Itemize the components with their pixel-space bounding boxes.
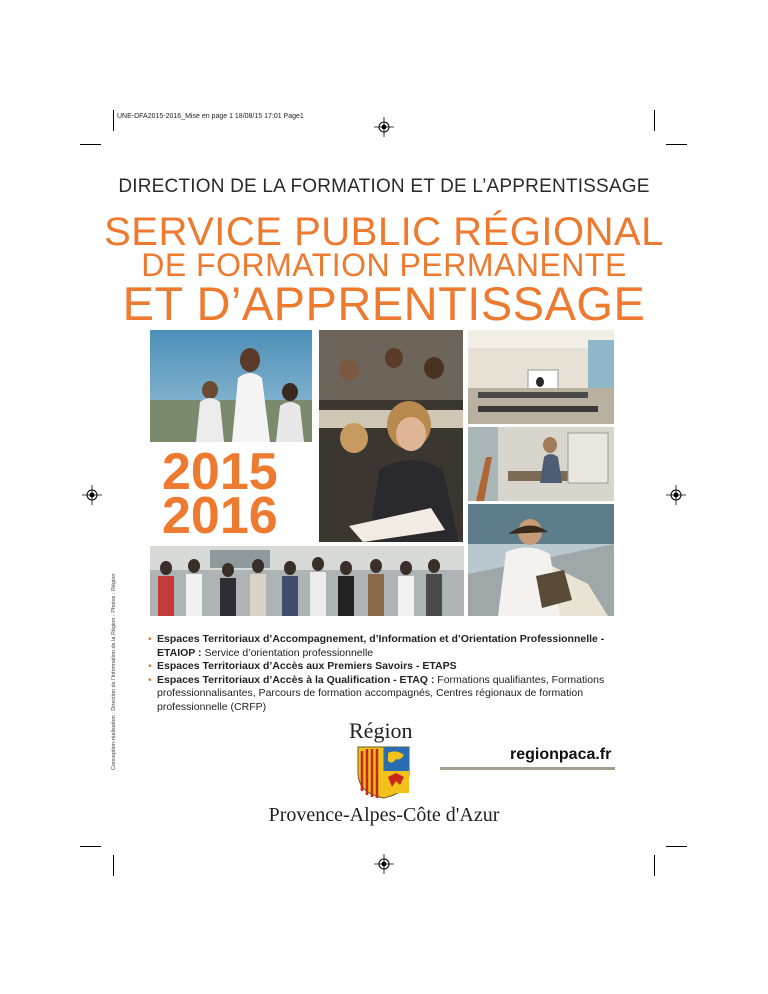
title-line-3: ET D’APPRENTISSAGE	[122, 277, 646, 330]
website-link[interactable]: regionpaca.fr	[510, 746, 612, 763]
divider-rule	[440, 767, 615, 770]
list-item-title: Espaces Territoriaux d’Accès aux Premiers Savoirs - ETAPS	[157, 660, 457, 672]
year-end: 2016	[162, 487, 278, 545]
list-item-text: Service d’orientation professionnelle	[201, 646, 374, 659]
crop-mark-top-left-h	[80, 144, 101, 145]
bullet-dot: •	[148, 660, 152, 672]
title-line-2: DE FORMATION PERMANENTE	[141, 247, 627, 283]
year-start: 2015	[162, 443, 278, 501]
photo-students-outdoor	[150, 330, 312, 442]
region-coat-of-arms-icon	[356, 745, 411, 800]
list-item-text: Formations qualifiantes, Formations professionnalisantes, Parcours de formation accompagnés, Centres régionaux de formation professionnelle (CRFP)	[157, 673, 605, 713]
list-item	[148, 633, 618, 660]
province-name: Provence-Alpes-Côte d'Azur	[268, 804, 500, 826]
credits-vertical: Conception-réalisation : Direction de l'Information de la Région - Photos : Région	[111, 573, 117, 770]
services-list	[148, 633, 618, 714]
title-line-1: SERVICE PUBLIC RÉGIONAL	[104, 210, 664, 254]
print-slug: UNE-DFA2015-2016_Mise en page 1 18/08/15 17:01 Page1	[117, 113, 304, 120]
crop-mark-top-right-h	[666, 144, 687, 145]
photo-classroom-exam	[319, 330, 463, 542]
registration-mark-right	[666, 485, 686, 505]
photo-training-room	[468, 330, 614, 424]
registration-mark-bottom	[374, 854, 394, 874]
photo-group-students	[150, 546, 464, 616]
crop-mark-bottom-right-v	[654, 855, 655, 876]
list-item-title: Espaces Territoriaux d’Accès à la Qualification - ETAQ :	[157, 673, 435, 686]
list-item	[148, 674, 618, 715]
registration-mark-left	[82, 485, 102, 505]
photo-roofer-apprentice	[468, 504, 614, 616]
list-item-title: Espaces Territoriaux d’Accompagnement, d’Information et d’Orientation Professionnelle - ETAIOP :	[157, 633, 605, 659]
crop-mark-bottom-right-h	[666, 846, 687, 847]
photo-workshop-window	[468, 427, 614, 501]
crop-mark-top-right-v	[654, 110, 655, 131]
region-label: Région	[349, 718, 413, 743]
bullet-dot: •	[148, 673, 152, 686]
registration-mark-top	[374, 117, 394, 137]
list-item	[148, 660, 618, 674]
crop-mark-bottom-left-h	[80, 846, 101, 847]
direction-heading: DIRECTION DE LA FORMATION ET DE L’APPRENTISSAGE	[118, 176, 650, 197]
crop-mark-top-left-v	[113, 110, 114, 131]
bullet-dot: •	[148, 633, 152, 645]
crop-mark-bottom-left-v	[113, 855, 114, 876]
